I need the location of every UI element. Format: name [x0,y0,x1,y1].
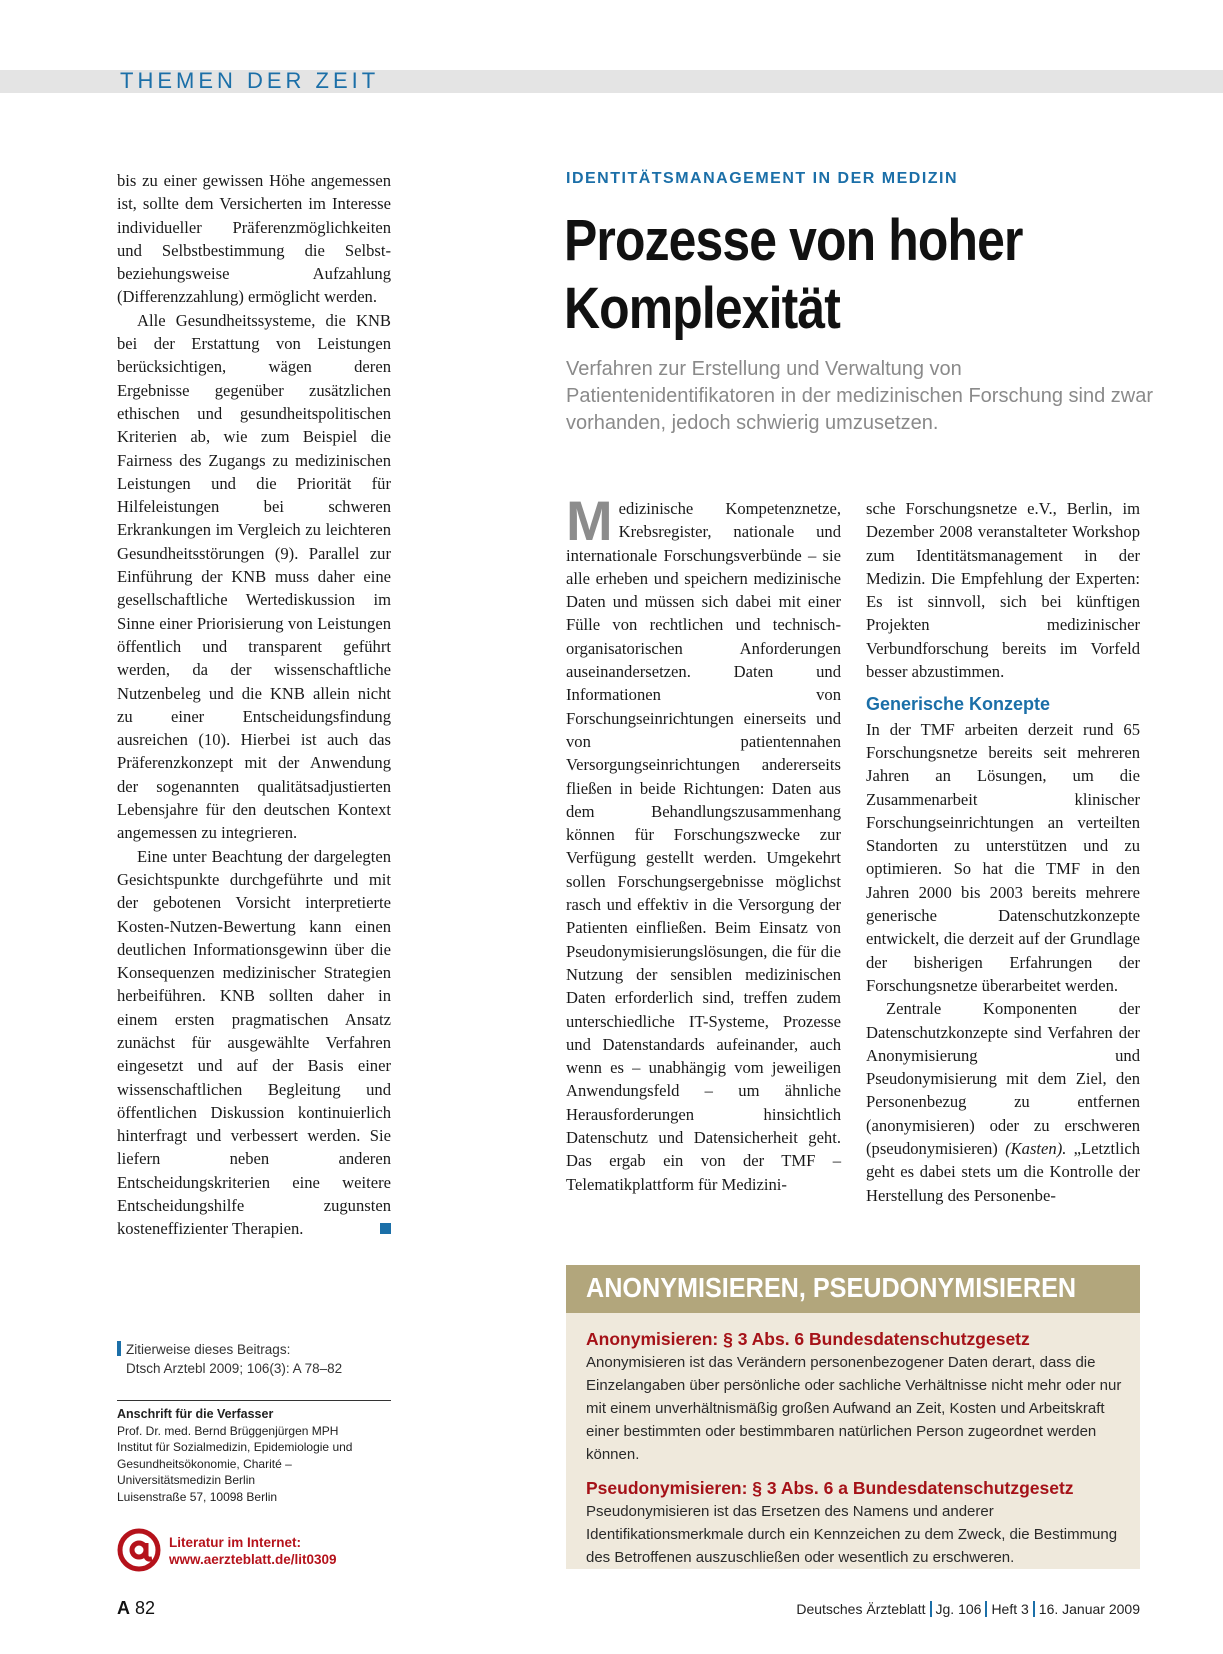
separator [930,1601,932,1617]
at-sign-icon [117,1528,161,1572]
separator [985,1601,987,1617]
citation-marker-icon [117,1341,121,1356]
literature-url[interactable]: www.aerzteblatt.de/lit0309 [169,1552,337,1567]
article-lead: Verfahren zur Erstellung und Verwaltung von Patientenidentifikatoren in der medizinischen Forschung sind zwar vorhanden, jedoch schwierig umzusetzen. [566,358,1153,434]
author-address [117,1406,391,1505]
info-box-body [586,1327,1126,1579]
info-box [566,1265,1140,1569]
paragraph [566,489,841,1196]
citation-ref: Dtsch Arztebl 2009; 106(3): A 78–82 [126,1361,343,1376]
journal-date: 16. Januar 2009 [1038,1601,1140,1617]
end-mark-icon [380,1223,391,1234]
journal-footer [796,1601,1140,1617]
paragraph-text: Zentrale Komponenten der Datenschutzkonzepte sind Verfahren der Anonymisierung und Pseudonymisierung mit dem Ziel, den Personenbezug zu entfernen (anonymisieren) oder zu erschweren (pseudonymisieren) [866,999,1140,1159]
definition-text: Anonymisieren ist das Verändern personenbezogener Daten derart, dass die Einzelangaben über persönliche oder sachliche Verhältnisse nicht mehr oder nur mit einem unverhältnismäßig großen Aufwand an Zeit, Kosten und Arbeitskraft einer bestimmten oder bestimmbaren natürlichen Person zugeordnet werden können. [586,1354,1122,1463]
citation-label: Zitierweise dieses Beitrags: [126,1342,291,1357]
paragraph: In der TMF arbeiten derzeit rund 65 Forschungsnetze bereits seit mehreren Jahren an Lösungen, um die Zusammenarbeit klinischer Forschungseinrichtungen an verteilten Standorten zu unterstützen und zu optimieren. So hat die TMF in den Jahren 2000 bis 2003 bereits mehrere generische Datenschutzkonzepte entwickelt, die derzeit auf der Grundlage der bisherigen Erfahrungen der Forschungsnetze überarbeitet werden. [866,719,1140,995]
definition-heading: Pseudonymisieren: § 3 Abs. 6 a Bundesdatenschutzgesetz [586,1478,1074,1498]
paragraph: sche Forschungsnetze e.V., Berlin, im Dezember 2008 veranstalteter Workshop zum Identitätsmanagement in der Medizin. Die Empfehlung der Experten: Es ist sinnvoll, sich bei künftigen Projekten medizinischer Verbundforschung bereits im Vorfeld besser abzustimmen. [866,499,1140,682]
literature-label: Literatur im Internet: [169,1535,302,1550]
paragraph: Alle Gesundheitssysteme, die KNB bei der Erstattung von Leistungen berücksichtigen, wägen deren Ergebnisse gegenüber zusätzlichen ethischen und gesundheitspolitischen Kriterien ab, wie zum Beispiel die Fairness des Zugangs zu medizinischen Leistungen und die Priorität für Hilfeleistungen bei schweren Erkrankungen im Vergleich zu leichteren Gesundheitsstörungen (9). Parallel zur Einführung der KNB muss daher eine gesellschaftliche Wertediskussion im Sinne einer Priorisierung von Leistungen öffentlich und transparent geführt werden, da der wissenschaftliche Nutzenbeleg und die KNB allein nicht zu einer Entscheidungsfindung ausreichen (10). Hierbei ist auch das Präferenzkonzept mit der Anwendung der sogenannten qualitätsadjustierten Lebensjahre für den deutschen Kontext angemessen zu integrieren. [117,310,391,843]
box-reference: (Kasten). [1005,1139,1067,1159]
left-column [117,169,391,1241]
literature-link[interactable] [117,1528,391,1572]
subheading: Generische Konzepte [866,694,1051,715]
article-column-2 [866,497,1140,1207]
paragraph [117,845,391,1241]
address-heading: Anschrift für die Verfasser [117,1407,274,1421]
paragraph-text: „Letztlich geht es dabei stets um die Kontrolle der Herstellung des Personenbe- [866,1139,1140,1205]
address-institute: Institut für Sozialmedizin, Epidemiologie und Gesundheitsökonomie, Charité – Universitätsmedizin Berlin [117,1440,353,1487]
info-box-header [566,1265,1140,1313]
separator [1033,1601,1035,1617]
address-street: Luisenstraße 57, 10098 Berlin [117,1489,278,1504]
info-box-title: ANONYMISIEREN, PSEUDONYMISIEREN [586,1272,1077,1303]
page-number-value: 82 [135,1598,156,1618]
definition-heading: Anonymisieren: § 3 Abs. 6 Bundesdatenschutzgesetz [586,1329,1030,1349]
divider [117,1400,391,1401]
article-title: Prozesse von hoher Komplexität [564,208,1023,341]
paragraph-text: Eine unter Beachtung der dargelegten Gesichtspunkte durchgeführte und mit der gebotenen Vorsicht interpretierte Kosten-Nutzen-Bewertung kann einen deutlichen Informationsgewinn über die Konsequenzen medizinischer Strategien herbeiführen. KNB sollten daher in einem ersten pragmatischen Ansatz zunächst für ausgewählte Verfahren eingesetzt und auf der Basis einer wissenschaftlichen Begleitung und öffentlichen Diskussion kontinuierlich hinterfragt und verbessert werden. Sie liefern neben anderen Entscheidungskriterien eine weitere Entscheidungshilfe zugunsten kosteneffizienter Therapien. [117,846,391,1239]
citation [117,1340,391,1378]
definition-text: Pseudonymisieren ist das Ersetzen des Namens und anderer Identifikationsmerkmale durch ein Kennzeichen zu dem Zweck, die Bestimmung des Betroffenen auszuschließen oder wesentlich zu erschweren. [586,1503,1118,1566]
paragraph-text: edizinische Kompetenznetze, Krebsregister, nationale und internationale Forschungsverbünde – sie alle erheben und speichern medizinische Daten und müssen sich dabei mit einer Fülle von rechtlichen und technisch-organisatorischen Anforderungen auseinandersetzen. Daten und Informationen von Forschungseinrichtungen einerseits und von patientennahen Versorgungseinrichtungen andererseits fließen in beide Richtungen: Daten aus dem Behandlungszusammenhang können für Forschungszwecke zur Verfügung gestellt werden. Umgekehrt sollen Forschungsergebnisse möglichst rasch und effektiv in die Versorgung der Patienten einfließen. Beim Einsatz von Pseudonymisierungslösungen, die für die Nutzung der sensiblen medizinischen Daten erforderlich sind, treffen zudem unterschiedliche IT-Systeme, Prozesse und Datenstandards aufeinander, auch wenn es – unabhängig vom jeweiligen Anwendungsfeld – um ähnliche Herausforderungen hinsichtlich Datenschutz und Datensicherheit geht. Das ergab ein von der TMF – Telematikplattform für Medizini- [566,499,841,1194]
address-name: Prof. Dr. med. Bernd Brüggenjürgen MPH [117,1423,339,1438]
journal-issue: Heft 3 [991,1601,1029,1617]
section-title: THEMEN DER ZEIT [120,68,380,93]
page-prefix: A [117,1598,130,1618]
article-column-1 [566,489,841,1196]
journal-volume: Jg. 106 [935,1601,982,1617]
paragraph: bis zu einer gewissen Höhe angemessen ist, sollte dem Versicherten im Interesse individueller Präferenzmöglichkeiten und Selbstbestimmung die Selbst- beziehungsweise Aufzahlung (Differenzzahlung) ermöglicht werden. [117,171,391,307]
drop-cap: M [566,489,613,552]
journal-name: Deutsches Ärzteblatt [796,1601,926,1617]
article-kicker: IDENTITÄTSMANAGEMENT IN DER MEDIZIN [566,170,959,187]
page-number [117,1598,155,1619]
paragraph [866,997,1140,1207]
